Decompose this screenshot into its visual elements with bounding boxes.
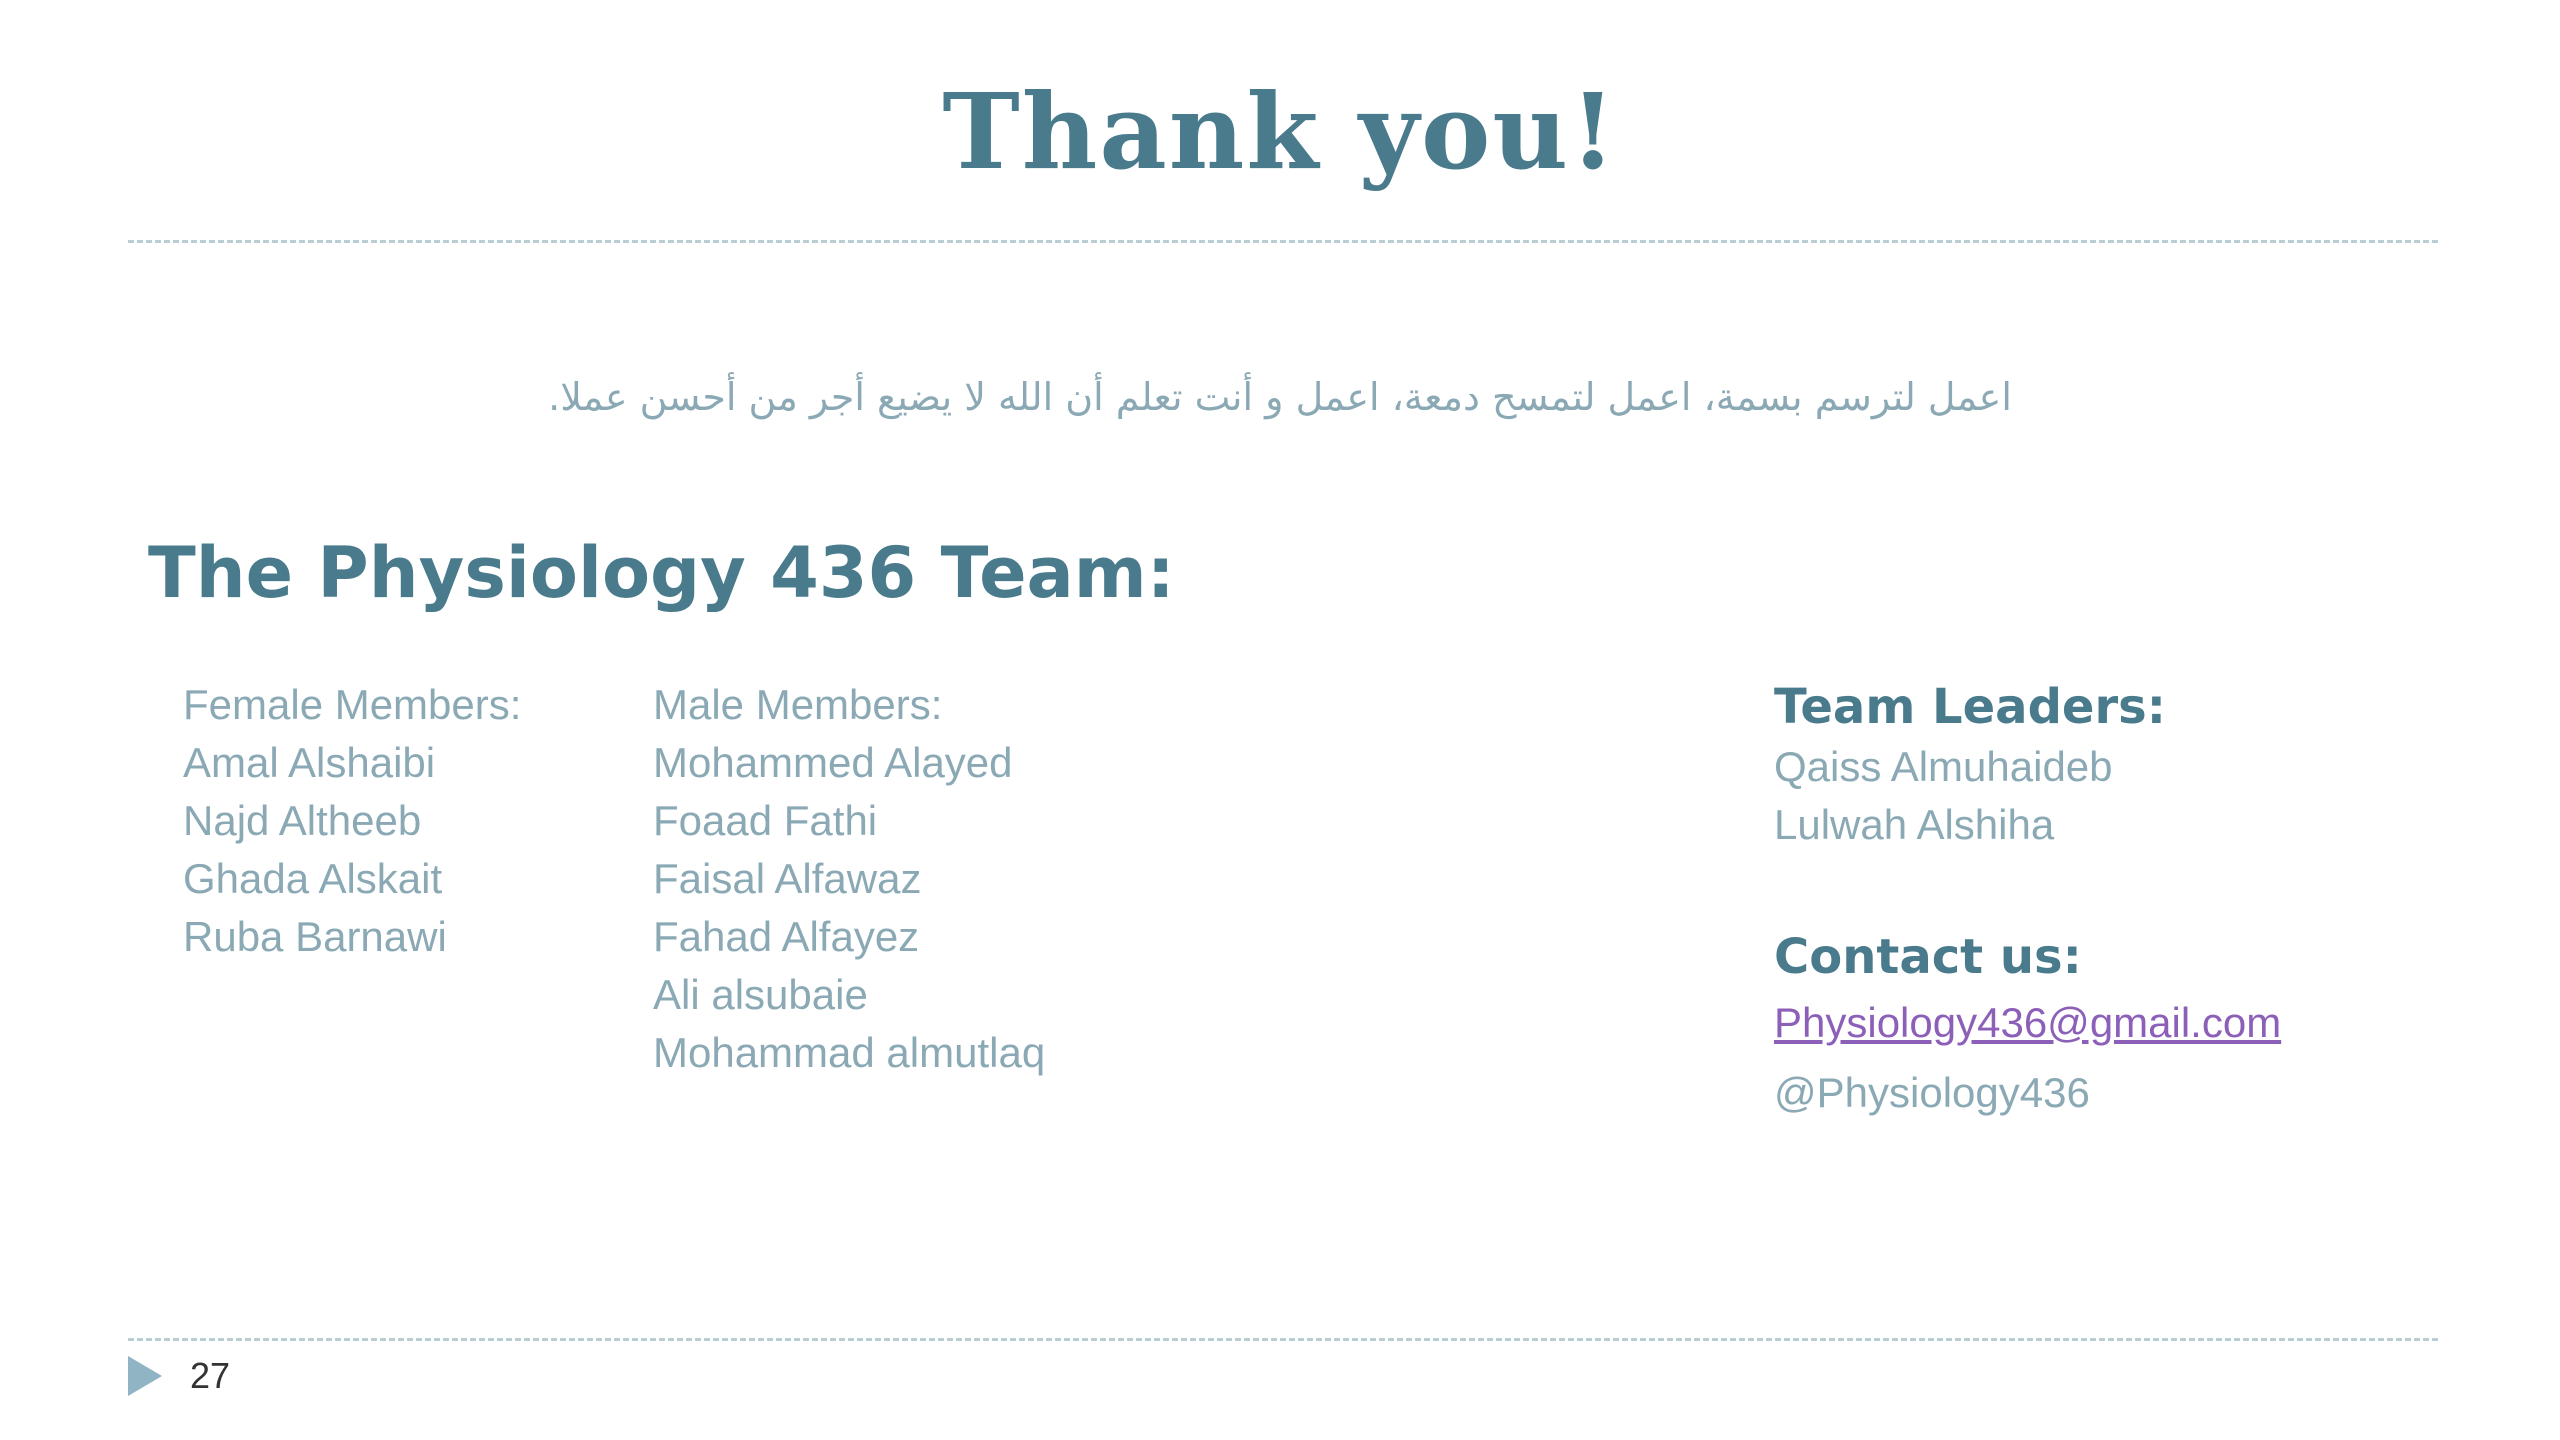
male-member: Ali alsubaie (653, 971, 868, 1018)
female-member: Ruba Barnawi (183, 913, 447, 960)
bottom-divider (128, 1338, 2438, 1341)
male-members-column (653, 676, 1045, 1082)
top-divider (128, 240, 2438, 243)
female-member: Najd Altheeb (183, 797, 422, 844)
male-members-heading: Male Members: (653, 681, 943, 728)
male-member: Fahad Alfayez (653, 913, 920, 960)
male-member: Faisal Alfawaz (653, 855, 922, 902)
male-member: Foaad Fathi (653, 797, 878, 844)
arabic-quote: اعمل لترسم بسمة، اعمل لتمسح دمعة، اعمل و أنت تعلم أن الله لا يضيع أجر من أحسن عملا. (548, 375, 2012, 419)
slide-title: Thank you! (942, 70, 1618, 193)
female-member: Ghada Alskait (183, 855, 443, 902)
page-number: 27 (190, 1355, 231, 1396)
female-member: Amal Alshaibi (183, 739, 436, 786)
female-members-heading: Female Members: (183, 681, 522, 728)
female-members-column (183, 676, 521, 966)
team-heading: The Physiology 436 Team: (148, 532, 1175, 614)
contact-heading: Contact us: (1774, 929, 2082, 985)
team-leader-name: Qaiss Almuhaideb (1774, 743, 2113, 790)
social-handle: @Physiology436 (1774, 1069, 2090, 1116)
male-member: Mohammad almutlaq (653, 1029, 1046, 1076)
team-leader-name: Lulwah Alshiha (1774, 801, 2055, 848)
male-member: Mohammed Alayed (653, 739, 1013, 786)
team-leaders-section (1774, 676, 2166, 854)
play-triangle-icon (128, 1356, 162, 1396)
email-link[interactable]: Physiology436@gmail.com (1774, 999, 2282, 1046)
team-leaders-heading: Team Leaders: (1774, 679, 2166, 735)
contact-section (1774, 926, 2281, 1128)
